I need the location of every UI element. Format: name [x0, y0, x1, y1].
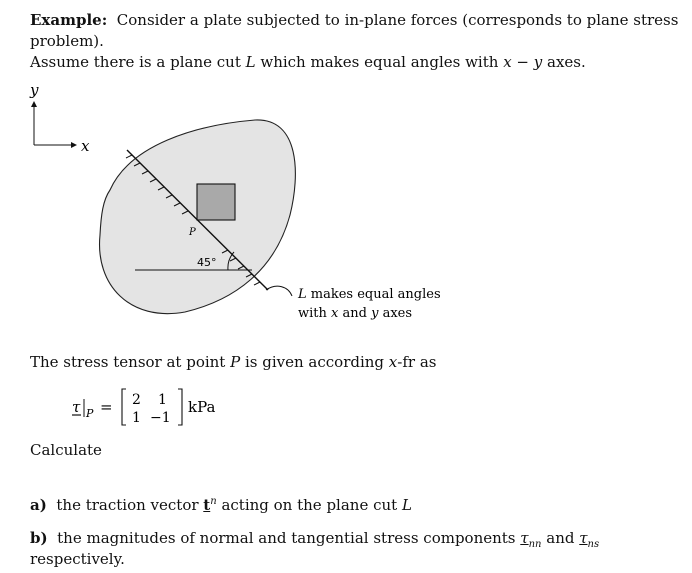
calculate-heading: Calculate	[30, 441, 102, 459]
matrix-left-bracket	[122, 389, 126, 425]
stress-frame-symbol: x	[388, 353, 398, 371]
note-plane-symbol: L	[298, 287, 307, 302]
question-a-text-1: the traction vector	[56, 496, 204, 514]
stress-text-b: is given according	[240, 353, 389, 371]
note-leader	[266, 286, 292, 296]
matrix-entry-21: 1	[132, 410, 141, 426]
stress-text-a: The stress tensor at point	[30, 353, 231, 371]
traction-superscript: n	[210, 496, 217, 507]
stress-tensor-statement	[30, 353, 436, 371]
matrix-tau: τ	[72, 398, 81, 416]
intro-line-2	[30, 52, 685, 73]
matrix-entry-22: −1	[150, 410, 171, 426]
note-text-2a: with	[298, 306, 332, 321]
point-label: P	[189, 227, 196, 238]
y-axis-label: y	[30, 81, 39, 99]
note-text-1: makes equal angles	[306, 287, 441, 302]
matrix-entry-12: 1	[158, 392, 167, 408]
intro-plane-symbol: L	[245, 53, 256, 71]
question-a-label: a)	[30, 496, 47, 514]
question-b-label: b)	[30, 529, 48, 547]
note-y-symbol: y	[371, 306, 379, 321]
intro-line-1	[30, 10, 685, 52]
shear-stress-symbol: τ	[579, 529, 588, 547]
stress-matrix	[70, 385, 240, 429]
note-text-2c: axes	[378, 306, 413, 321]
note-x-symbol: x	[331, 306, 339, 321]
intro-text-2b: which makes equal angles with	[255, 53, 504, 71]
question-a-text-2: acting on the plane cut	[216, 496, 402, 514]
stress-element	[197, 184, 235, 220]
example-label: Example:	[30, 11, 108, 29]
intro-text-2a: Assume there is a plane cut	[30, 53, 246, 71]
plane-note-line-1	[297, 287, 441, 302]
question-a-plane-symbol: L	[401, 496, 412, 514]
traction-symbol: t	[203, 496, 211, 514]
intro-text-1: Consider a plate subjected to in-plane forces (corresponds to plane stress problem).	[30, 11, 679, 50]
plane-note-line-2	[298, 306, 412, 321]
normal-stress-symbol: τ	[520, 529, 529, 547]
question-b-text-3: respectively.	[30, 550, 125, 568]
stress-text-c: -fr as	[397, 353, 437, 371]
matrix-right-bracket	[178, 389, 182, 425]
matrix-unit: kPa	[188, 398, 216, 416]
matrix-subscript: P	[86, 407, 94, 420]
example-intro	[30, 10, 685, 73]
question-b	[30, 529, 692, 568]
matrix-equals: =	[100, 398, 113, 416]
shear-stress-subscript: ns	[587, 539, 600, 550]
note-text-2b: and	[338, 306, 372, 321]
question-a	[30, 496, 412, 514]
intro-text-2c: axes.	[542, 53, 586, 71]
x-axis-label: x	[81, 137, 90, 155]
question-b-text-1: the magnitudes of normal and tangential stress components	[57, 529, 521, 547]
angle-label: 45°	[197, 256, 217, 269]
intro-axes-symbol: x − y	[503, 53, 543, 71]
plate-figure	[0, 78, 692, 328]
question-b-text-2: and	[541, 529, 580, 547]
matrix-entry-11: 2	[132, 392, 141, 408]
normal-stress-subscript: nn	[528, 539, 542, 550]
stress-point-symbol: P	[230, 353, 241, 371]
